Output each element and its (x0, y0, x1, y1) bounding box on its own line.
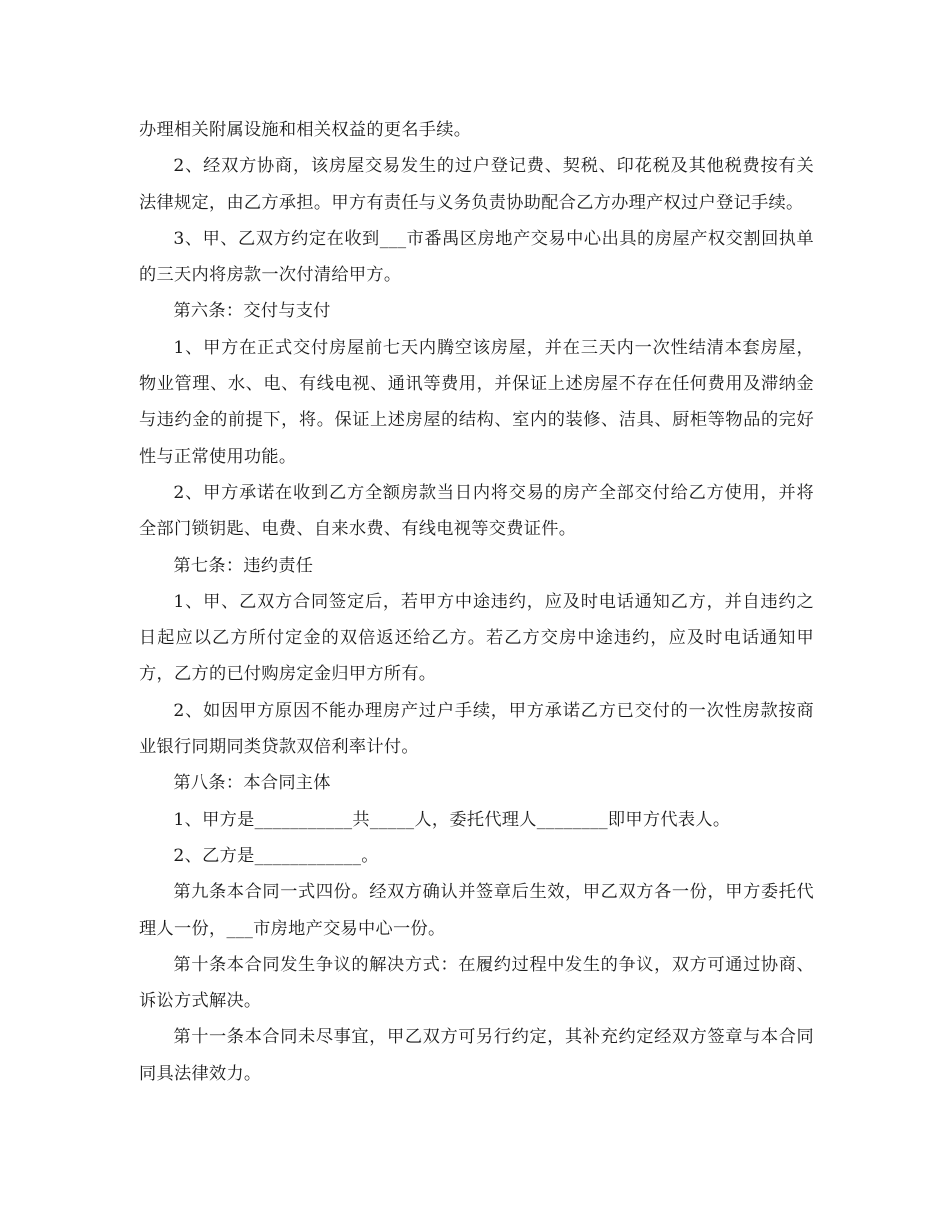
document-body (139, 112, 814, 1092)
paragraph-clause-5-2: 2、经双方协商，该房屋交易发生的过户登记费、契税、印花税及其他税费按有关法律规定，由乙方承担。甲方有责任与义务负责协助配合乙方办理产权过户登记手续。 (139, 156, 814, 213)
paragraph-continuation: 办理相关附属设施和相关权益的更名手续。 (139, 120, 472, 140)
paragraph-clause-5-3: 3、甲、乙双方约定在收到___市番禺区房地产交易中心出具的房屋产权交割回执单的三天内将房款一次付清给甲方。 (139, 228, 814, 286)
paragraph-clause-7-1: 1、甲、乙双方合同签定后，若甲方中途违约，应及时电话通知乙方，并自违约之日起应以乙方所付定金的双倍返还给乙方。若乙方交房中途违约，应及时电话通知甲方，乙方的已付购房定金归甲方所有。 (139, 591, 814, 685)
paragraph-article-11: 第十一条本合同未尽事宜，甲乙双方可另行约定，其补充约定经双方签章与本合同同具法律效力。 (139, 1027, 814, 1084)
heading-article-6: 第六条：交付与支付 (173, 301, 331, 322)
paragraph-clause-8-2: 2、乙方是____________。 (173, 845, 379, 866)
heading-article-7: 第七条：违约责任 (173, 555, 314, 576)
heading-article-8: 第八条：本合同主体 (173, 773, 331, 794)
paragraph-article-9: 第九条本合同一式四份。经双方确认并签章后生效，甲乙双方各一份，甲方委托代理人一份，___市房地产交易中心一份。 (139, 882, 814, 939)
paragraph-article-10: 第十条本合同发生争议的解决方式：在履约过程中发生的争议，双方可通过协商、诉讼方式解决。 (139, 954, 814, 1012)
paragraph-clause-7-2: 2、如因甲方原因不能办理房产过户手续，甲方承诺乙方已交付的一次性房款按商业银行同期同类贷款双倍利率计付。 (139, 700, 814, 758)
paragraph-clause-6-2: 2、甲方承诺在收到乙方全额房款当日内将交易的房产全部交付给乙方使用，并将全部门锁钥匙、电费、自来水费、有线电视等交费证件。 (139, 482, 814, 540)
paragraph-clause-6-1: 1、甲方在正式交付房屋前七天内腾空该房屋，并在三天内一次性结清本套房屋，物业管理、水、电、有线电视、通讯等费用，并保证上述房屋不存在任何费用及滞纳金与违约金的前提下，将。保证上述房屋的结构、室内的装修、洁具、厨柜等物品的完好性与正常使用功能。 (139, 337, 814, 467)
paragraph-clause-8-1: 1、甲方是___________共_____人，委托代理人________即甲方代表人。 (173, 809, 731, 830)
